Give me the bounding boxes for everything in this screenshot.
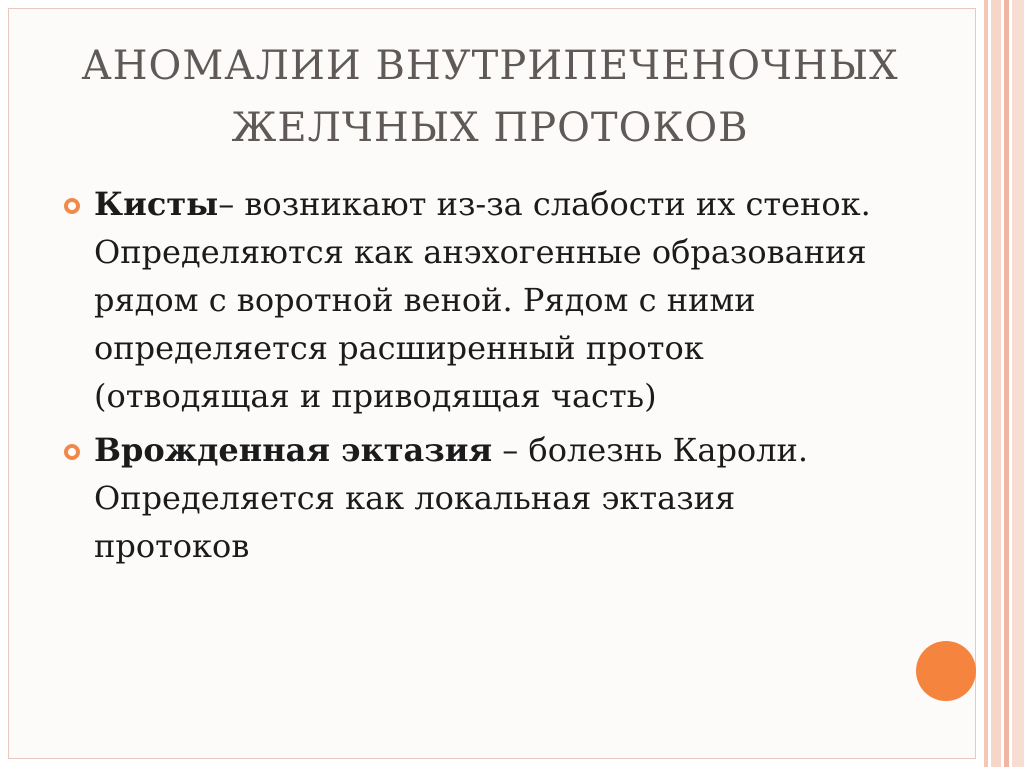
bullet-cysts-line-4: определяется расширенный проток: [94, 329, 704, 367]
orange-circle-icon: [916, 641, 976, 701]
slide-title-line-1: АНОМАЛИИ ВНУТРИПЕЧЕНОЧНЫХ: [81, 43, 899, 89]
bullet-list: [64, 180, 964, 570]
term-cysts: Кисты: [94, 185, 219, 223]
decorative-stripe-2: [991, 0, 1001, 767]
bullet-cysts-first-line-rest: – возникают из-за слабости их стенок.: [218, 185, 871, 223]
bullet-ectasia-first-line: [94, 426, 964, 474]
decorative-stripe-1: [984, 0, 988, 767]
term-congenital-ectasia: Врожденная эктазия: [94, 431, 493, 469]
decorative-stripe-3: [1004, 0, 1009, 767]
bullet-cysts: [64, 180, 964, 420]
bullet-cysts-first-line: [94, 180, 964, 228]
bullet-cysts-line-3: рядом с воротной веной. Рядом с ними: [94, 281, 756, 319]
ring-bullet-icon: [64, 198, 80, 214]
ring-bullet-icon: [64, 444, 80, 460]
bullet-cysts-line-2: Определяются как анэхогенные образования: [94, 233, 867, 271]
bullet-ectasia-line-3: протоков: [94, 527, 250, 565]
slide-title-line-2: ЖЕЛЧНЫХ ПРОТОКОВ: [231, 105, 749, 151]
bullet-congenital-ectasia: [64, 426, 964, 570]
bullet-ectasia-line-2: Определяется как локальная эктазия: [94, 479, 736, 517]
bullet-ectasia-first-line-rest: – болезнь Кароли.: [492, 431, 809, 469]
bullet-cysts-line-5: (отводящая и приводящая часть): [94, 377, 657, 415]
decorative-stripe-4: [1012, 0, 1024, 767]
